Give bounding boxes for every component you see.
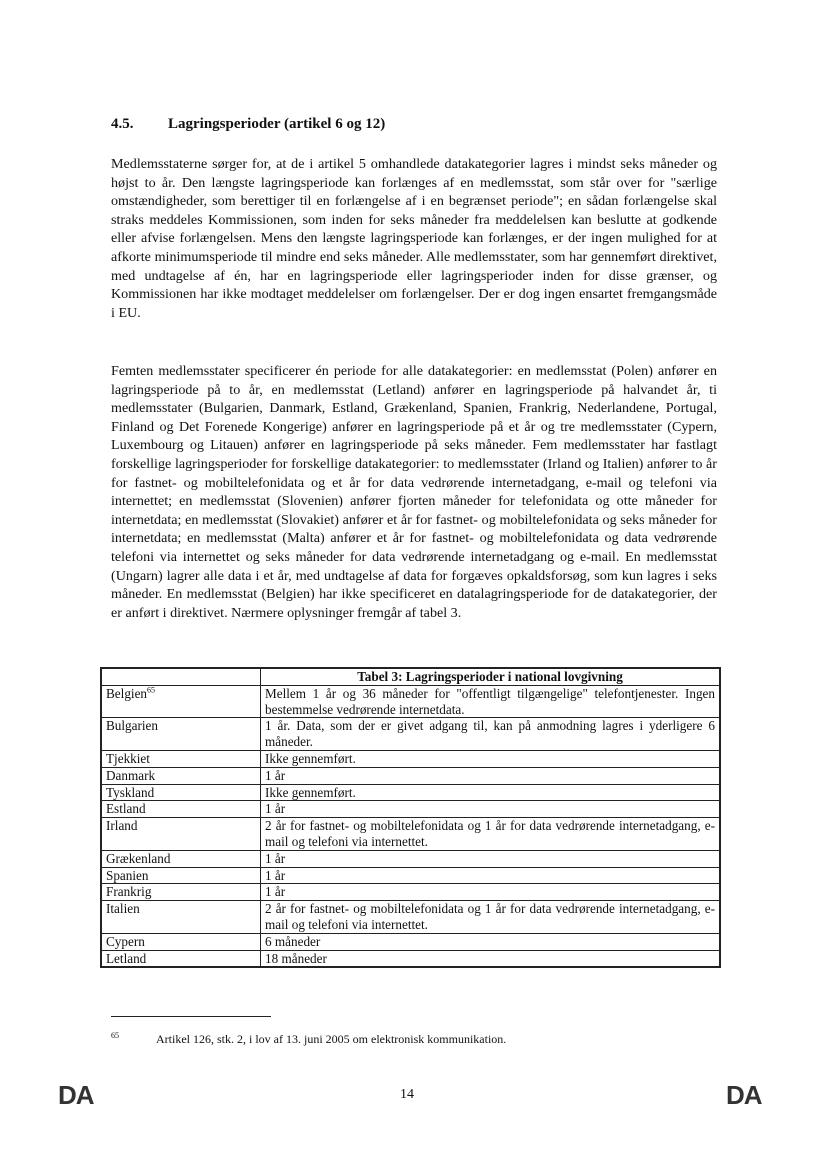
retention-period-cell: 1 år (261, 767, 721, 784)
country-name: Spanien (106, 867, 149, 883)
table-row (101, 850, 720, 867)
table-caption-row (101, 668, 720, 685)
retention-period-cell: 1 år (261, 867, 721, 884)
footnote-reference: 65 (147, 685, 156, 695)
table-row (101, 767, 720, 784)
country-cell (101, 784, 261, 801)
section-title: Lagringsperioder (artikel 6 og 12) (168, 116, 386, 132)
table-row (101, 933, 720, 950)
retention-period-cell: Mellem 1 år og 36 måneder for "offentligt tilgængelige" telefontjenester. Ingen bestemmelse vedrørende internetdata. (261, 685, 721, 718)
retention-period-cell: Ikke gennemført. (261, 750, 721, 767)
paragraph-1: Medlemsstaterne sørger for, at de i artikel 5 omhandlede datakategorier lagres i mindst seks måneder og højst to år. Den længste lagringsperiode kan forlænges af en medlemsstat, som står over for "særlige omstændigheder, som berettiger til en forlængelse af i en begrænset periode"; en sådan forlængelse skal straks meddeles Kommissionen, som inden for seks måneder fra meddelelsen kan beslutte at godkende eller afvise forlængelsen. Mens den længste lagringsperiode kan forlænges, er der ingen mulighed for at afkorte minimumsperiode til mindre end seks måneder. Alle medlemsstater, som har gennemført direktivet, med undtagelse af én, har en lagringsperiode eller lagringsperioder inden for disse grænser, og Kommissionen har ikke modtaget meddelelser om forlængelser. Der er dog ingen ensartet fremgangsmåde i EU. (111, 156, 717, 321)
table-corner-cell (101, 668, 261, 685)
country-name: Italien (106, 901, 140, 917)
country-cell (101, 867, 261, 884)
country-cell (101, 801, 261, 818)
retention-period-cell: 2 år for fastnet- og mobiltelefonidata og 1 år for data vedrørende internetadgang, e-mail og telefoni via internettet. (261, 901, 721, 934)
retention-period-cell: 1 år. Data, som der er givet adgang til, kan på anmodning lagres i yderligere 6 måneder. (261, 718, 721, 751)
country-cell (101, 767, 261, 784)
table-row (101, 901, 720, 934)
country-name: Bulgarien (106, 718, 159, 734)
country-name: Tjekkiet (106, 750, 150, 766)
language-label-left: DA (58, 1080, 94, 1110)
table-row (101, 750, 720, 767)
page-number: 14 (400, 1087, 414, 1102)
country-name: Tyskland (106, 784, 155, 800)
country-cell (101, 901, 261, 934)
table-row (101, 685, 720, 718)
country-name: Grækenland (106, 850, 171, 866)
table-body (101, 685, 720, 967)
language-label-right: DA (726, 1080, 762, 1110)
table-caption: Tabel 3: Lagringsperioder i national lovgivning (261, 668, 721, 685)
country-cell (101, 750, 261, 767)
footnote-mark: 65 (111, 1031, 119, 1040)
country-cell (101, 850, 261, 867)
country-name: Belgien (106, 685, 148, 701)
retention-period-cell: 18 måneder (261, 950, 721, 967)
retention-period-cell: 1 år (261, 884, 721, 901)
country-name: Danmark (106, 767, 156, 783)
country-cell (101, 933, 261, 950)
retention-period-cell: 2 år for fastnet- og mobiltelefonidata og 1 år for data vedrørende internetadgang, e-mail og telefoni via internettet. (261, 818, 721, 851)
country-name: Letland (106, 950, 147, 966)
country-cell (101, 884, 261, 901)
table-row (101, 818, 720, 851)
retention-period-cell: 6 måneder (261, 933, 721, 950)
section-number: 4.5. (111, 116, 134, 132)
paragraph-2: Femten medlemsstater specificerer én periode for alle datakategorier: en medlemsstat (Polen) anfører en lagringsperiode på to år, en medlemsstat (Letland) anfører en lagringsperiode på halvandet år, ti medlemsstater (Bulgarien, Danmark, Estland, Grækenland, Spanien, Frankrig, Nederlandene, Portugal, Finland og Det Forenede Kongerige) anfører en lagringsperiode på et år og tre medlemsstater (Cypern, Luxembourg og Litauen) anfører en lagringsperiode på seks måneder. Fem medlemsstater har fastlagt forskellige lagringsperioder for forskellige datakategorier: to medlemsstater (Irland og Italien) anfører to år for fastnet- og mobiltelefonidata og et år for data vedrørende internetadgang, e-mail og telefoni via internettet; en medlemsstat (Slovenien) anfører fjorten måneder for telefonidata og otte måneder for internetdata; en medlemsstat (Slovakiet) anfører et år for fastnet- og mobiltelefonidata og seks måneder for internetdata; en medlemsstat (Malta) anfører et år for fastnet- og mobiltelefonidata og data vedrørende telefoni via internettet og seks måneder for data vedrørende internetadgang og e-mail. En medlemsstat (Ungarn) lagrer alle data i et år, med undtagelse af data for forgæves opkaldsforsøg, som kun lagres i seks måneder. En medlemsstat (Belgien) har ikke specificeret en datalagringsperiode for de datakategorier, der er anført i direktivet. Nærmere oplysninger fremgår af tabel 3. (111, 363, 717, 621)
table-row (101, 784, 720, 801)
table-row (101, 801, 720, 818)
table-row (101, 718, 720, 751)
table-row (101, 884, 720, 901)
country-name: Frankrig (106, 884, 152, 900)
country-name: Irland (106, 818, 138, 834)
section-heading (111, 116, 385, 133)
country-cell (101, 950, 261, 967)
footnote-text: Artikel 126, stk. 2, i lov af 13. juni 2005 om elektronisk kommunikation. (156, 1032, 507, 1046)
country-cell (101, 718, 261, 751)
retention-table (100, 667, 721, 968)
country-cell (101, 818, 261, 851)
retention-period-cell: 1 år (261, 850, 721, 867)
country-cell (101, 685, 261, 718)
country-name: Cypern (106, 933, 145, 949)
table-row (101, 950, 720, 967)
country-name: Estland (106, 801, 146, 817)
retention-period-cell: Ikke gennemført. (261, 784, 721, 801)
table-row (101, 867, 720, 884)
footnote-divider (111, 1016, 271, 1017)
retention-period-cell: 1 år (261, 801, 721, 818)
